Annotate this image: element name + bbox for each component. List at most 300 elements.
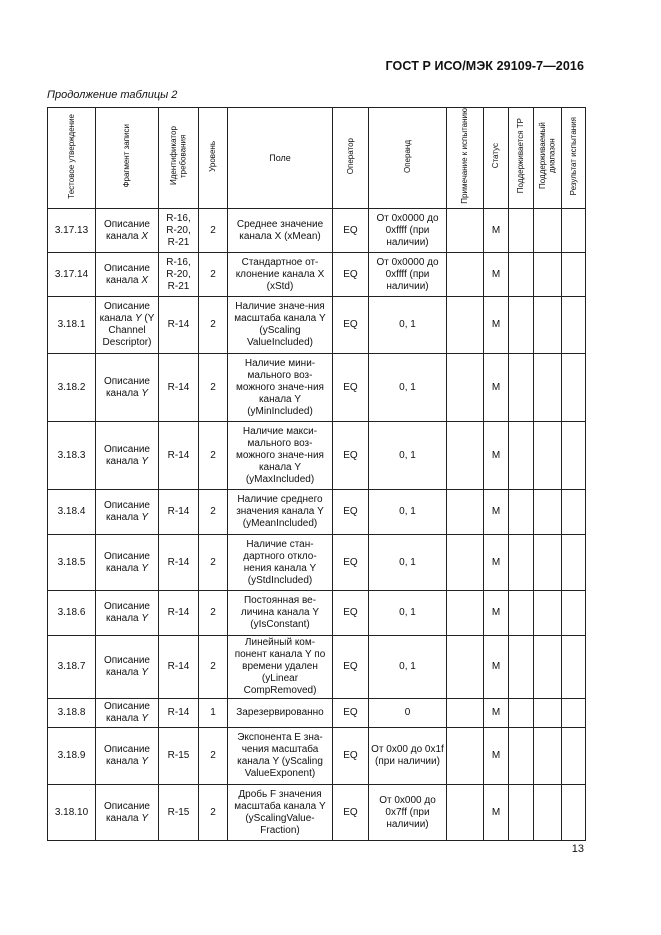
cell-operand-text: 0, 1	[399, 449, 416, 461]
cell-requirement-id	[159, 535, 199, 591]
cell-record-fragment	[96, 785, 159, 841]
cell-status	[484, 699, 509, 728]
cell-test-note	[447, 253, 484, 297]
cell-record-fragment-text	[96, 600, 158, 626]
table-row	[48, 591, 586, 636]
cell-test-note-text	[447, 511, 483, 513]
cell-level-text: 2	[210, 449, 216, 461]
cell-level	[199, 209, 228, 253]
cell-test-note	[447, 354, 484, 422]
cell-status-text: M	[491, 707, 501, 718]
cell-operand-text: 0, 1	[399, 661, 416, 672]
cell-record-fragment-text	[96, 300, 158, 350]
cell-operator-text: EQ	[343, 381, 358, 393]
cell-test-note-text	[447, 712, 483, 714]
cell-operator	[333, 699, 369, 728]
cell-record-fragment	[96, 253, 159, 297]
cell-test-result	[562, 699, 586, 728]
cell-test-note-text	[447, 562, 483, 564]
cell-test-note	[447, 699, 484, 728]
header-label: Уровень	[208, 140, 218, 172]
cell-operand	[369, 253, 447, 297]
cell-level-text: 2	[210, 556, 216, 568]
cell-field-text: Наличие стан-дартного откло-нения канала Y (yStdIncluded)	[243, 538, 317, 586]
cell-requirement-id	[159, 209, 199, 253]
cell-supported-tr	[509, 591, 534, 636]
fragment-part: Y	[141, 812, 149, 824]
cell-supported-tr	[509, 354, 534, 422]
cell-record-fragment	[96, 422, 159, 490]
fragment-part: Описание канала	[103, 500, 150, 523]
cell-status	[484, 490, 509, 535]
cell-level-text: 2	[210, 750, 216, 761]
cell-test-note	[447, 297, 484, 354]
cell-requirement-id-text: R-15	[167, 806, 190, 818]
cell-test-assertion-text: 3.18.10	[54, 806, 89, 818]
cell-operand	[369, 591, 447, 636]
cell-operator	[333, 209, 369, 253]
cell-field	[228, 297, 333, 354]
cell-record-fragment	[96, 209, 159, 253]
fragment-part: Описание канала	[103, 601, 150, 624]
cell-status-text: M	[491, 319, 501, 330]
cell-test-result	[562, 728, 586, 785]
table-row	[48, 354, 586, 422]
cell-requirement-id	[159, 253, 199, 297]
header-label: Тестовое утверждение	[66, 113, 76, 199]
cell-record-fragment	[96, 297, 159, 354]
cell-requirement-id	[159, 785, 199, 841]
cell-supported-range	[534, 636, 562, 699]
header-label: Идентификатор требования	[169, 126, 188, 186]
table-row	[48, 728, 586, 785]
cell-operand	[369, 535, 447, 591]
cell-test-note	[447, 422, 484, 490]
cell-status	[484, 535, 509, 591]
table-body	[48, 209, 586, 841]
cell-test-result	[562, 490, 586, 535]
cell-field-text: Наличие мини-мального воз-можного значе-ния канала Y (yMinIncluded)	[236, 357, 324, 417]
cell-supported-tr	[509, 636, 534, 699]
cell-test-result	[562, 297, 586, 354]
cell-operator-text: EQ	[343, 607, 358, 618]
cell-operator	[333, 728, 369, 785]
cell-requirement-id-text: R-14	[167, 381, 190, 393]
cell-record-fragment	[96, 591, 159, 636]
cell-supported-tr	[509, 209, 534, 253]
header-label: Поддерживаемый диапазон	[538, 122, 557, 190]
fragment-part: Описание канала	[103, 262, 150, 286]
cell-operator-text: EQ	[343, 506, 358, 517]
fragment-part: X	[141, 230, 149, 242]
cell-level	[199, 699, 228, 728]
cell-supported-range	[534, 422, 562, 490]
cell-operator	[333, 253, 369, 297]
cell-status-text: M	[491, 556, 501, 568]
cell-field	[228, 591, 333, 636]
fragment-part: Y	[141, 512, 149, 523]
cell-level	[199, 422, 228, 490]
cell-field-text: Постоянная ве-личина канала Y (yIsConstant)	[240, 595, 320, 630]
cell-status	[484, 253, 509, 297]
cell-supported-range	[534, 253, 562, 297]
cell-field-text: Среднее значение канала X (xMean)	[236, 218, 324, 242]
cell-field-text: Дробь F значения масштаба канала Y (yScalingValue-Fraction)	[234, 788, 326, 836]
cell-field	[228, 636, 333, 699]
cell-supported-range	[534, 209, 562, 253]
cell-operand	[369, 785, 447, 841]
cell-test-note	[447, 636, 484, 699]
cell-field-text: Стандартное от-клонение канала X (xStd)	[235, 256, 325, 292]
cell-record-fragment	[96, 354, 159, 422]
cell-record-fragment	[96, 728, 159, 785]
cell-operator-text: EQ	[343, 268, 358, 280]
cell-requirement-id-text: R-14	[167, 607, 190, 618]
cell-level	[199, 636, 228, 699]
cell-record-fragment-text	[96, 375, 158, 401]
cell-requirement-id	[159, 699, 199, 728]
fragment-part: Y	[141, 455, 149, 467]
cell-status-text: M	[491, 224, 501, 236]
cell-requirement-id-text: R-16, R-20, R-21	[166, 212, 191, 248]
cell-test-note-text	[447, 230, 483, 232]
cell-requirement-id-text: R-14	[167, 506, 190, 517]
cell-supported-tr	[509, 785, 534, 841]
header-label: Оператор	[345, 137, 355, 175]
cell-test-assertion-text: 3.18.3	[57, 449, 86, 461]
table-row	[48, 209, 586, 253]
header-supported-range	[534, 108, 562, 209]
cell-field-text: Наличие среднего значения канала Y (yMeanIncluded)	[236, 494, 324, 529]
cell-test-assertion	[48, 699, 96, 728]
cell-field-text: Наличие макси-мального воз-можного значе-ния канала Y (yMaxIncluded)	[236, 425, 324, 485]
cell-status-text: M	[491, 607, 501, 618]
cell-status	[484, 591, 509, 636]
cell-operand	[369, 297, 447, 354]
cell-test-assertion	[48, 535, 96, 591]
cell-operator-text: EQ	[343, 806, 358, 818]
cell-level	[199, 591, 228, 636]
cell-test-note-text	[447, 755, 483, 757]
fragment-part: Описание канала	[103, 218, 150, 242]
cell-field	[228, 209, 333, 253]
cell-operand	[369, 354, 447, 422]
cell-record-fragment-text	[96, 654, 158, 680]
cell-operator-text: EQ	[343, 556, 358, 568]
cell-record-fragment	[96, 636, 159, 699]
cell-requirement-id-text: R-14	[167, 556, 190, 568]
cell-operand-text: 0, 1	[399, 381, 416, 393]
header-test-note	[447, 108, 484, 209]
cell-status-text: M	[491, 750, 501, 761]
table-row	[48, 535, 586, 591]
cell-record-fragment	[96, 699, 159, 728]
header-status	[484, 108, 509, 209]
cell-operand	[369, 728, 447, 785]
cell-test-assertion-text: 3.18.9	[57, 750, 86, 761]
cell-operator-text: EQ	[343, 707, 358, 718]
cell-test-assertion	[48, 490, 96, 535]
cell-field	[228, 490, 333, 535]
header-operand	[369, 108, 447, 209]
header-field	[228, 108, 333, 209]
cell-level-text: 1	[210, 707, 216, 718]
cell-test-assertion-text: 3.17.13	[54, 224, 89, 236]
cell-level	[199, 354, 228, 422]
cell-supported-tr	[509, 535, 534, 591]
cell-field	[228, 253, 333, 297]
cell-level	[199, 490, 228, 535]
header-operator	[333, 108, 369, 209]
cell-test-note-text	[447, 387, 483, 389]
cell-test-note	[447, 535, 484, 591]
table-row	[48, 636, 586, 699]
cell-record-fragment-text	[96, 218, 158, 244]
header-label: Поддерживается ТР	[516, 118, 526, 194]
cell-operand	[369, 422, 447, 490]
cell-status	[484, 785, 509, 841]
cell-supported-tr	[509, 253, 534, 297]
cell-test-assertion	[48, 297, 96, 354]
cell-operand-text: 0, 1	[399, 607, 416, 618]
cell-status-text: M	[491, 381, 501, 393]
cell-level	[199, 535, 228, 591]
cell-test-assertion	[48, 636, 96, 699]
cell-status-text: M	[491, 661, 501, 672]
cell-status-text: M	[491, 506, 501, 517]
cell-level-text: 2	[210, 806, 216, 818]
cell-operand	[369, 699, 447, 728]
cell-operator	[333, 354, 369, 422]
header-test-result	[562, 108, 586, 209]
cell-field	[228, 785, 333, 841]
cell-supported-range	[534, 699, 562, 728]
cell-test-assertion	[48, 591, 96, 636]
cell-test-note	[447, 785, 484, 841]
fragment-part: (Y Channel Descriptor)	[102, 313, 155, 348]
cell-test-note-text	[447, 274, 483, 276]
cell-test-note-text	[447, 324, 483, 326]
cell-record-fragment-text	[96, 550, 158, 576]
fragment-part: Описание канала	[103, 443, 150, 467]
cell-requirement-id	[159, 636, 199, 699]
fragment-part: Y	[141, 667, 149, 678]
cell-requirement-id-text: R-14	[167, 661, 190, 672]
header-label: Результат испытания	[568, 116, 578, 196]
cell-level-text: 2	[210, 381, 216, 393]
cell-level	[199, 297, 228, 354]
cell-supported-tr	[509, 297, 534, 354]
cell-test-result	[562, 535, 586, 591]
cell-level	[199, 785, 228, 841]
table-row	[48, 699, 586, 728]
cell-operand-text: 0, 1	[399, 506, 416, 517]
cell-test-assertion-text: 3.18.1	[57, 319, 86, 330]
fragment-part: Описание канала	[103, 701, 150, 724]
cell-test-assertion	[48, 354, 96, 422]
cell-operator-text: EQ	[343, 661, 358, 672]
cell-field	[228, 422, 333, 490]
cell-operator-text: EQ	[343, 319, 358, 330]
cell-test-assertion	[48, 785, 96, 841]
cell-test-assertion-text: 3.18.5	[57, 556, 86, 568]
cell-field	[228, 728, 333, 785]
cell-supported-tr	[509, 699, 534, 728]
header-requirement-id	[159, 108, 199, 209]
cell-record-fragment	[96, 490, 159, 535]
cell-level	[199, 253, 228, 297]
header-level	[199, 108, 228, 209]
cell-test-assertion	[48, 728, 96, 785]
fragment-part: Описание канала	[103, 800, 150, 824]
fragment-part: Y	[141, 387, 149, 399]
document-title: ГОСТ Р ИСО/МЭК 29109-7—2016	[385, 59, 584, 73]
page-number: 13	[571, 843, 584, 855]
cell-supported-tr	[509, 728, 534, 785]
header-label: Операнд	[402, 139, 412, 173]
cell-level-text: 2	[210, 607, 216, 618]
cell-status	[484, 728, 509, 785]
cell-operator	[333, 422, 369, 490]
cell-requirement-id-text: R-14	[167, 319, 190, 330]
header-label: Фрагмент записи	[122, 124, 132, 188]
cell-requirement-id	[159, 591, 199, 636]
header-label: Статус	[491, 143, 501, 169]
cell-requirement-id	[159, 490, 199, 535]
test-assertions-table	[47, 107, 586, 841]
cell-test-note-text	[447, 666, 483, 668]
cell-supported-tr	[509, 490, 534, 535]
cell-supported-range	[534, 728, 562, 785]
cell-test-assertion	[48, 209, 96, 253]
fragment-part: Y	[141, 613, 149, 624]
cell-test-note	[447, 490, 484, 535]
cell-operand-text: 0, 1	[399, 319, 416, 330]
cell-test-assertion-text: 3.18.2	[57, 381, 86, 393]
header-supported-tr	[509, 108, 534, 209]
cell-operator	[333, 591, 369, 636]
fragment-part: Y	[141, 713, 149, 724]
cell-test-note	[447, 209, 484, 253]
cell-record-fragment-text	[96, 262, 158, 288]
cell-test-note-text	[447, 812, 483, 814]
fragment-part: Описание канала	[103, 655, 150, 678]
cell-operand-text: 0	[404, 707, 411, 718]
cell-requirement-id-text: R-15	[167, 750, 190, 761]
cell-test-assertion-text: 3.18.4	[57, 506, 86, 517]
cell-test-result	[562, 253, 586, 297]
cell-test-assertion-text: 3.18.7	[57, 661, 86, 672]
cell-supported-range	[534, 490, 562, 535]
cell-status	[484, 209, 509, 253]
cell-operand-text: От 0x00 до 0x1f (при наличии)	[371, 744, 444, 767]
table-row	[48, 297, 586, 354]
table-row	[48, 253, 586, 297]
cell-status	[484, 354, 509, 422]
cell-operator	[333, 636, 369, 699]
fragment-part: Описание канала	[103, 550, 150, 574]
cell-status-text: M	[491, 449, 501, 461]
cell-status	[484, 422, 509, 490]
cell-field-text: Линейный ком-понент канала Y по времени удален (yLinear CompRemoved)	[234, 637, 326, 696]
header-label: Примечание к испытанию	[460, 108, 470, 204]
cell-operator-text: EQ	[343, 224, 358, 236]
cell-test-assertion-text: 3.18.8	[57, 707, 86, 718]
cell-level-text: 2	[210, 268, 216, 280]
cell-field	[228, 699, 333, 728]
cell-test-result	[562, 591, 586, 636]
cell-supported-range	[534, 591, 562, 636]
cell-level-text: 2	[210, 506, 216, 517]
cell-operator	[333, 535, 369, 591]
cell-status-text: M	[491, 268, 501, 280]
cell-requirement-id-text: R-14	[167, 707, 190, 718]
cell-supported-tr	[509, 422, 534, 490]
cell-operator	[333, 297, 369, 354]
table-header-row	[48, 108, 586, 209]
cell-record-fragment-text	[96, 800, 158, 826]
fragment-part: Описание канала	[99, 301, 150, 324]
cell-test-result	[562, 636, 586, 699]
cell-level	[199, 728, 228, 785]
cell-field	[228, 354, 333, 422]
cell-operand-text: От 0x000 до 0x7ff (при наличии)	[379, 794, 436, 830]
cell-status-text: M	[491, 806, 501, 818]
cell-supported-range	[534, 535, 562, 591]
cell-record-fragment-text	[96, 443, 158, 469]
table-continuation-caption: Продолжение таблицы 2	[47, 89, 178, 101]
cell-field	[228, 535, 333, 591]
cell-field-text: Зарезервированно	[236, 707, 324, 718]
cell-operator-text: EQ	[343, 449, 358, 461]
fragment-part: Описание канала	[103, 375, 150, 399]
fragment-part: Описание канала	[103, 744, 150, 767]
cell-record-fragment	[96, 535, 159, 591]
cell-requirement-id	[159, 728, 199, 785]
cell-field-text: Экспонента E зна-чения масштаба канала Y (yScaling ValueExponent)	[237, 732, 323, 779]
table-row	[48, 422, 586, 490]
cell-requirement-id-text: R-16, R-20, R-21	[166, 256, 191, 292]
table-row	[48, 785, 586, 841]
cell-level-text: 2	[210, 224, 216, 236]
cell-test-note-text	[447, 455, 483, 457]
cell-test-result	[562, 354, 586, 422]
header-record-fragment	[96, 108, 159, 209]
cell-test-note	[447, 728, 484, 785]
cell-operator	[333, 785, 369, 841]
cell-test-result	[562, 209, 586, 253]
cell-status	[484, 636, 509, 699]
cell-requirement-id-text: R-14	[167, 449, 190, 461]
header-test-assertion	[48, 108, 96, 209]
cell-requirement-id	[159, 297, 199, 354]
cell-field-text: Наличие значе-ния масштаба канала Y (yScaling ValueIncluded)	[234, 301, 326, 348]
cell-requirement-id	[159, 354, 199, 422]
cell-operator	[333, 490, 369, 535]
cell-record-fragment-text	[96, 499, 158, 525]
cell-test-note	[447, 591, 484, 636]
cell-test-assertion-text: 3.18.6	[57, 607, 86, 618]
cell-operand-text: 0, 1	[399, 556, 416, 568]
cell-operand	[369, 209, 447, 253]
cell-test-assertion-text: 3.17.14	[54, 268, 89, 280]
table-row	[48, 490, 586, 535]
cell-requirement-id	[159, 422, 199, 490]
cell-supported-range	[534, 297, 562, 354]
cell-operator-text: EQ	[343, 750, 358, 761]
cell-supported-range	[534, 785, 562, 841]
cell-test-note-text	[447, 612, 483, 614]
